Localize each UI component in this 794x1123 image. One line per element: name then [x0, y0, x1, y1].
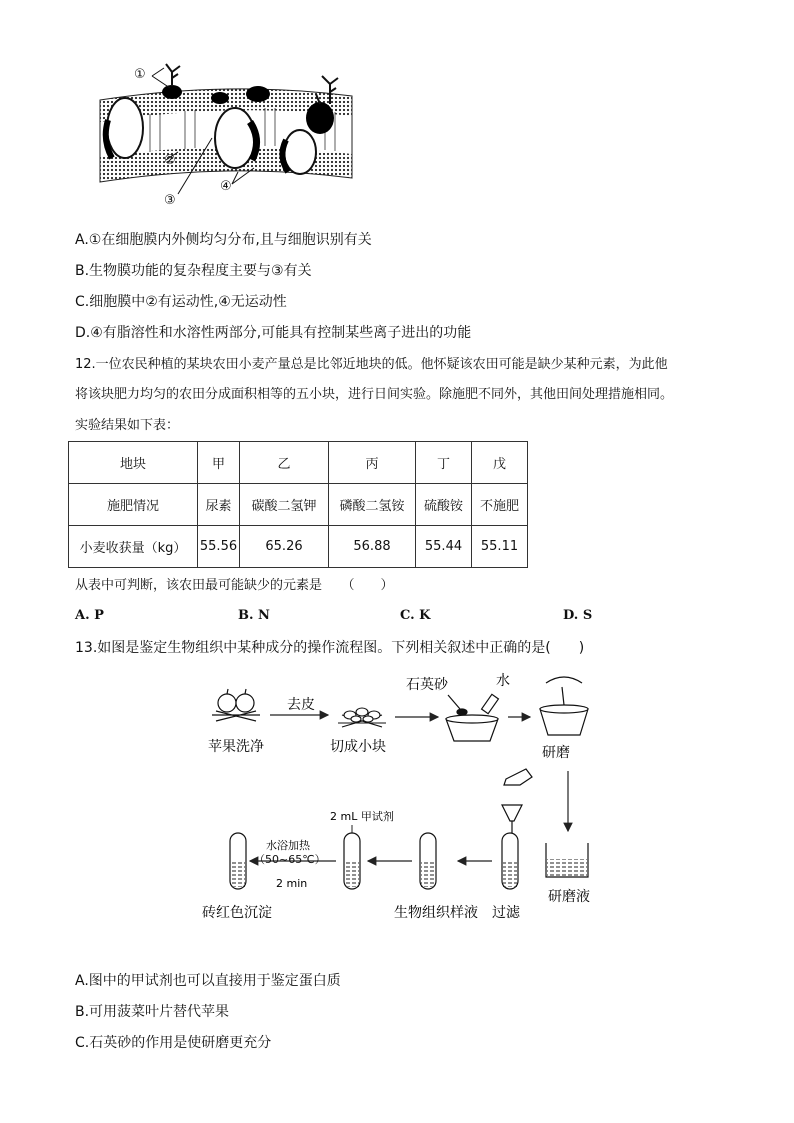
grinding-icon [540, 677, 588, 735]
beaker-icon [546, 843, 588, 877]
label-4: ④ [220, 179, 232, 194]
table-cell: 硫酸铵 [416, 484, 472, 526]
label-water: 水 [496, 673, 510, 689]
q12-question: 从表中可判断，该农田最可能缺少的元素是 （ ） [75, 578, 394, 593]
q12-option-b: B. N [238, 608, 270, 623]
label-peel: 去皮 [287, 697, 315, 713]
table-cell: 65.26 [240, 526, 329, 568]
label-sample: 生物组织样液 [394, 905, 478, 921]
table-cell: 碳酸二氢钾 [240, 484, 329, 526]
procedure-diagram [190, 665, 610, 935]
table-cell: 乙 [240, 442, 329, 484]
mortar-icon [446, 694, 498, 741]
label-2: ② [164, 153, 176, 168]
table-cell: 磷酸二氢铵 [329, 484, 416, 526]
q12-stem-3: 实验结果如下表： [75, 418, 180, 433]
apple-pieces-icon [338, 708, 386, 727]
q12-option-a: A. P [75, 608, 104, 623]
label-quartz: 石英砂 [406, 677, 448, 693]
q13-option-c: C.石英砂的作用是使研磨更充分 [75, 1035, 272, 1051]
table-cell: 戊 [472, 442, 528, 484]
q12-option-c: C. K [400, 608, 431, 623]
table-cell: 55.56 [198, 526, 240, 568]
table-cell: 56.88 [329, 526, 416, 568]
table-row [69, 484, 528, 526]
q11-option-c: C.细胞膜中②有运动性,④无运动性 [75, 294, 287, 310]
q13-option-a: A.图中的甲试剂也可以直接用于鉴定蛋白质 [75, 973, 341, 989]
apple-icon [212, 689, 260, 721]
label-time: 2 min [276, 877, 308, 890]
q12-stem-1: 12.一位农民种植的某块农田小麦产量总是比邻近地块的低。他怀疑该农田可能是缺少某种元素，为此他 [75, 357, 668, 372]
label-filter: 过滤 [492, 905, 520, 921]
label-1: ① [134, 67, 146, 82]
label-3: ③ [164, 193, 176, 208]
label-grind-liquid: 研磨液 [548, 889, 590, 905]
cell-membrane-figure [90, 60, 370, 210]
table-row [69, 526, 528, 568]
label-grind: 研磨 [542, 745, 570, 761]
table-cell: 55.11 [472, 526, 528, 568]
result-tube-icon [230, 833, 246, 889]
label-apple-wash: 苹果洗净 [208, 739, 264, 755]
label-reagent: 2 mL 甲试剂 [330, 810, 394, 823]
table-cell: 丙 [329, 442, 416, 484]
q11-option-d: D.④有脂溶性和水溶性两部分,可能具有控制某些离子进出的功能 [75, 325, 472, 341]
label-cut: 切成小块 [330, 739, 386, 755]
table-cell: 尿素 [198, 484, 240, 526]
table-cell: 甲 [198, 442, 240, 484]
table-cell: 地块 [69, 442, 198, 484]
sample-tube-icon [420, 833, 436, 889]
q13-option-b: B.可用菠菜叶片替代苹果 [75, 1004, 230, 1020]
q11-option-a: A.①在细胞膜内外侧均匀分布,且与细胞识别有关 [75, 232, 372, 248]
table-cell: 55.44 [416, 526, 472, 568]
table-cell: 丁 [416, 442, 472, 484]
table-cell: 小麦收获量（kg） [69, 526, 198, 568]
reagent-tube-icon [344, 833, 360, 889]
label-water-bath: 水浴加热 [266, 839, 310, 852]
table-cell: 施肥情况 [69, 484, 198, 526]
q12-stem-2: 将该块肥力均匀的农田分成面积相等的五小块，进行日间实验。除施肥不同外，其他田间处理措施相同。 [75, 387, 674, 402]
results-table [68, 441, 528, 568]
label-result: 砖红色沉淀 [202, 905, 272, 921]
q12-option-d: D. S [563, 608, 593, 623]
q11-option-b: B.生物膜功能的复杂程度主要与③有关 [75, 263, 312, 279]
table-row [69, 442, 528, 484]
table-cell: 不施肥 [472, 484, 528, 526]
label-temp: （50~65℃） [254, 853, 326, 866]
q13-stem: 13.如图是鉴定生物组织中某种成分的操作流程图。下列相关叙述中正确的是( ) [75, 640, 585, 656]
filter-icon [502, 769, 532, 889]
